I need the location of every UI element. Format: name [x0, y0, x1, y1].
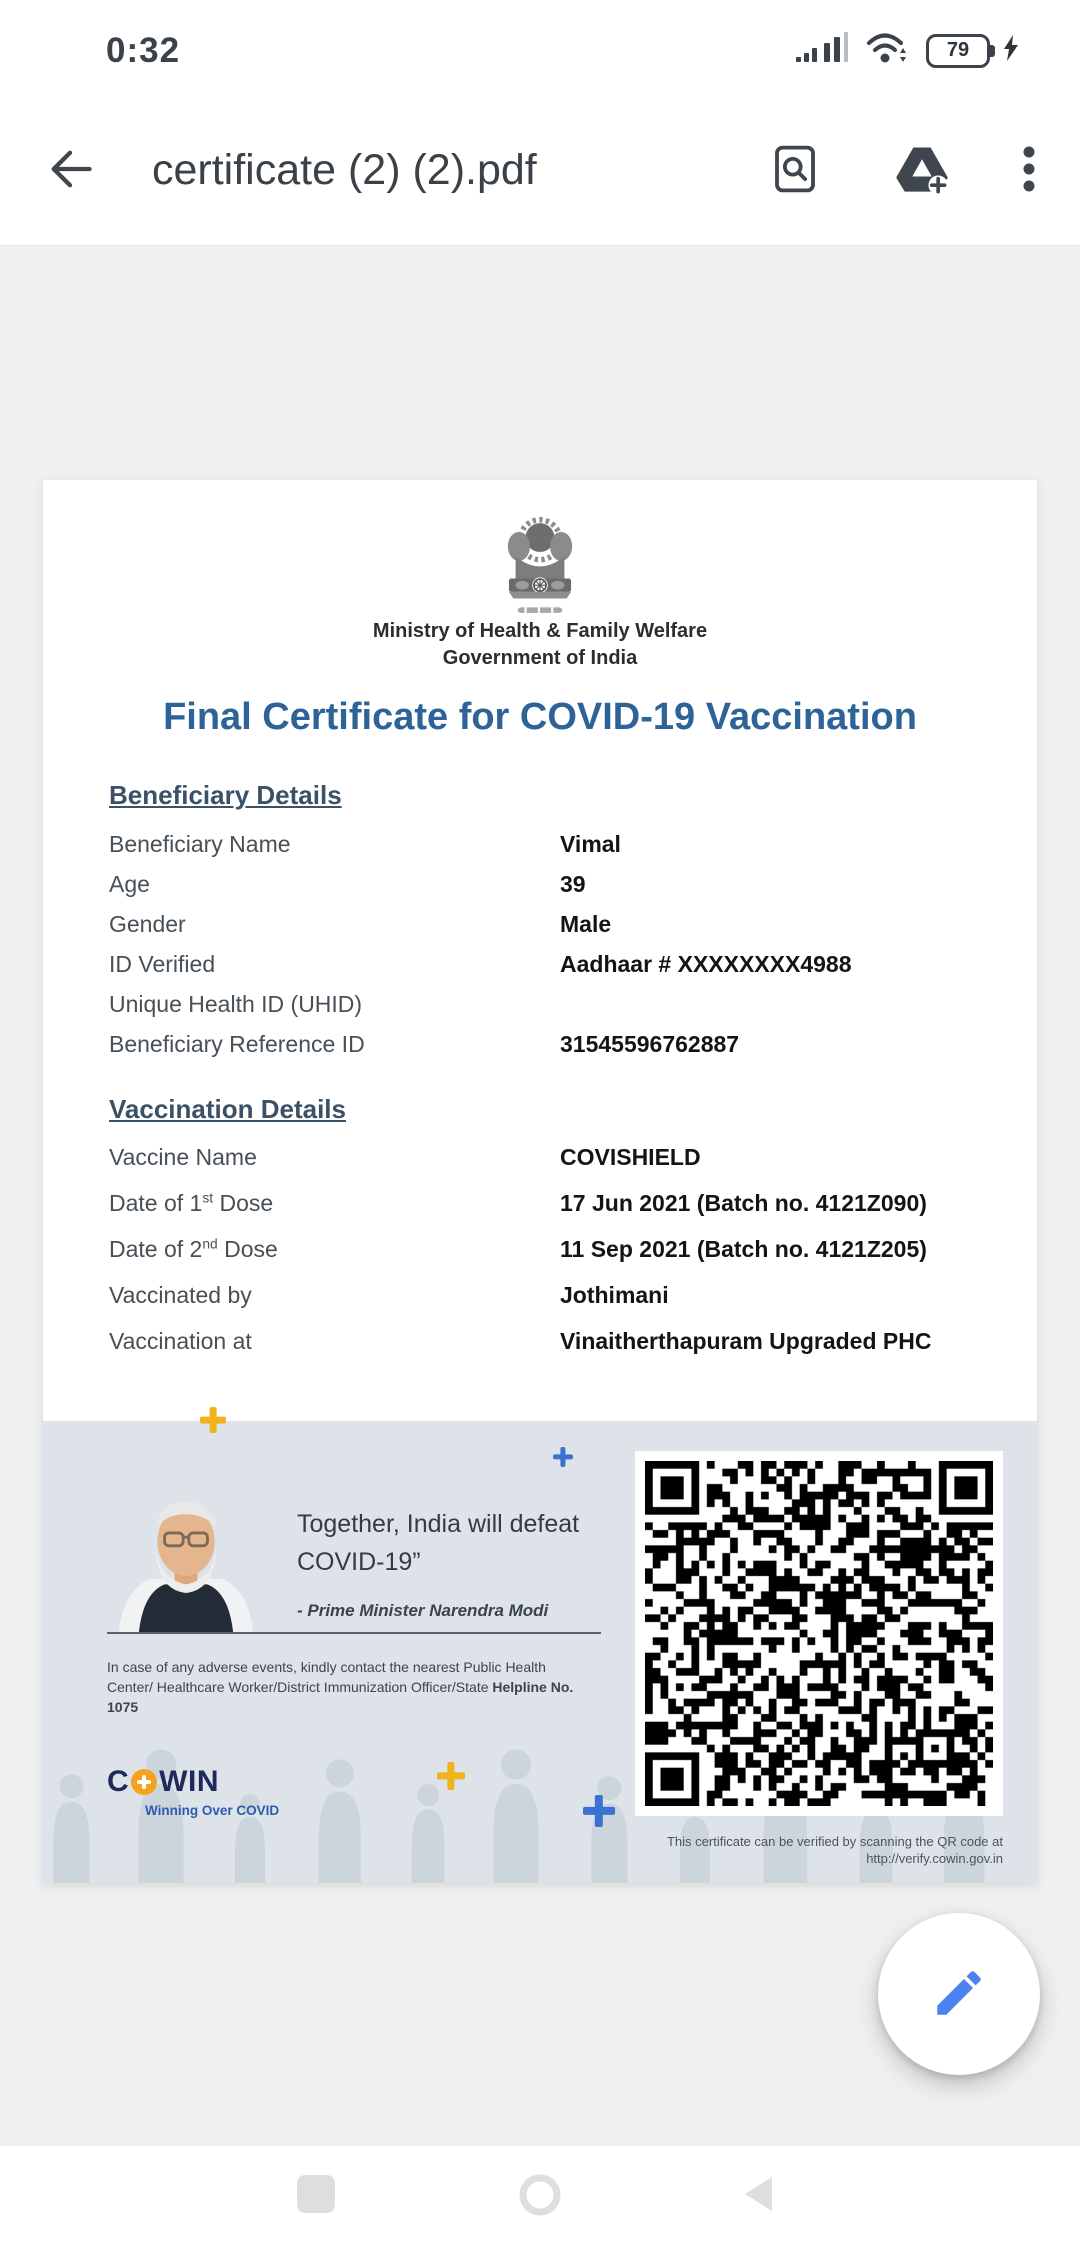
beneficiary-details-heading: Beneficiary Details	[109, 780, 342, 810]
table-row	[109, 1180, 977, 1226]
detail-value: 39	[560, 870, 586, 897]
edit-fab[interactable]	[878, 1913, 1040, 2075]
cowin-tagline: Winning Over COVID	[145, 1803, 280, 1818]
verify-instructions: This certificate can be verified by scanning the QR code at http://verify.cowin.gov.in	[666, 1834, 1003, 1866]
vaccination-details-heading: Vaccination Details	[109, 1094, 346, 1124]
table-row	[109, 1024, 977, 1064]
app-bar	[0, 95, 1080, 246]
status-bar	[0, 0, 1080, 95]
pencil-icon	[930, 1964, 988, 2025]
signal-icon	[796, 31, 848, 70]
pdf-viewer-scroll-area[interactable]	[0, 246, 1080, 2146]
certificate-title: Final Certificate for COVID-19 Vaccination	[163, 696, 917, 738]
home-circle-icon	[517, 2206, 563, 2221]
pm-quote-attribution: - Prime Minister Narendra Modi	[297, 1601, 549, 1620]
table-row	[109, 1318, 977, 1364]
detail-value: 11 Sep 2021 (Batch no. 4121Z205)	[560, 1235, 927, 1262]
certificate-footer-banner	[43, 1421, 1037, 1883]
recents-square-icon	[294, 2204, 338, 2219]
table-row	[109, 864, 977, 904]
back-button[interactable]	[44, 143, 96, 198]
table-row	[109, 1134, 977, 1180]
detail-value: 31545596762887	[560, 1030, 740, 1057]
cowin-plus-icon	[131, 1769, 157, 1795]
banner-divider	[107, 1632, 601, 1634]
detail-value: Aadhaar # XXXXXXXX4988	[560, 950, 852, 977]
overflow-menu-button[interactable]	[1022, 143, 1036, 198]
status-icons	[796, 31, 1018, 70]
plus-decoration-icon	[583, 1795, 615, 1827]
detail-value: Male	[560, 910, 612, 937]
table-row	[109, 984, 977, 1024]
nav-back-button[interactable]	[738, 2172, 778, 2219]
plus-decoration-icon	[553, 1447, 573, 1467]
detail-value: Vinaitherthapuram Upgraded PHC	[560, 1327, 932, 1354]
beneficiary-details-table	[109, 824, 977, 1064]
app-bar-actions	[768, 142, 1036, 199]
detail-label: Age	[109, 870, 150, 897]
detail-label: Date of 1st Dose	[109, 1189, 274, 1216]
plus-decoration-icon	[200, 1407, 226, 1433]
wifi-icon	[866, 31, 908, 70]
table-row	[109, 904, 977, 944]
detail-label: Vaccinated by	[109, 1281, 252, 1308]
vaccination-details-table	[109, 1134, 977, 1364]
home-button[interactable]	[517, 2172, 563, 2221]
detail-value: 17 Jun 2021 (Batch no. 4121Z090)	[560, 1189, 927, 1216]
recents-button[interactable]	[294, 2172, 338, 2219]
prime-minister-photo	[107, 1490, 265, 1633]
detail-label: Gender	[109, 910, 186, 937]
detail-value: Vimal	[560, 830, 621, 857]
back-triangle-icon	[738, 2204, 778, 2219]
system-nav-bar	[0, 2146, 1080, 2246]
helpline-text: In case of any adverse events, kindly contact the nearest Public Health Center/ Healthcare Worker/District Immunization Officer/State Helpline No. 1075	[107, 1659, 574, 1715]
detail-label: Beneficiary Reference ID	[109, 1030, 365, 1057]
detail-label: Unique Health ID (UHID)	[109, 990, 363, 1017]
detail-value: Jothimani	[560, 1281, 669, 1308]
detail-value: COVISHIELD	[560, 1143, 701, 1170]
find-in-page-icon	[768, 142, 822, 199]
detail-label: Vaccine Name	[109, 1143, 257, 1170]
battery-icon	[926, 34, 990, 68]
add-to-drive-button[interactable]	[894, 143, 950, 198]
table-row	[109, 1226, 977, 1272]
clock: 0:32	[106, 30, 181, 70]
table-row	[109, 1272, 977, 1318]
ministry-text: Ministry of Health & Family Welfare	[372, 620, 708, 642]
pm-quote: Together, India will defeat COVID-19”	[297, 1510, 580, 1576]
detail-label: Vaccination at	[109, 1327, 252, 1354]
document-title: certificate (2) (2).pdf	[152, 145, 537, 194]
vertical-ellipsis-icon	[1022, 143, 1036, 198]
find-in-document-button[interactable]	[768, 142, 822, 199]
charging-bolt-icon	[1004, 35, 1018, 66]
back-arrow-icon	[44, 143, 96, 198]
qr-code	[645, 1461, 993, 1806]
battery-percent: 79	[946, 39, 970, 61]
detail-label: Beneficiary Name	[109, 830, 291, 857]
table-row	[109, 824, 977, 864]
qr-code-box	[635, 1451, 1003, 1816]
detail-label: Date of 2nd Dose	[109, 1235, 278, 1262]
government-text: Government of India	[442, 647, 638, 669]
table-row	[109, 944, 977, 984]
detail-label: ID Verified	[109, 950, 216, 977]
cowin-logo: C WIN	[107, 1765, 219, 1798]
plus-decoration-icon	[437, 1762, 465, 1790]
drive-add-icon	[894, 143, 950, 198]
pdf-page	[43, 480, 1037, 1883]
